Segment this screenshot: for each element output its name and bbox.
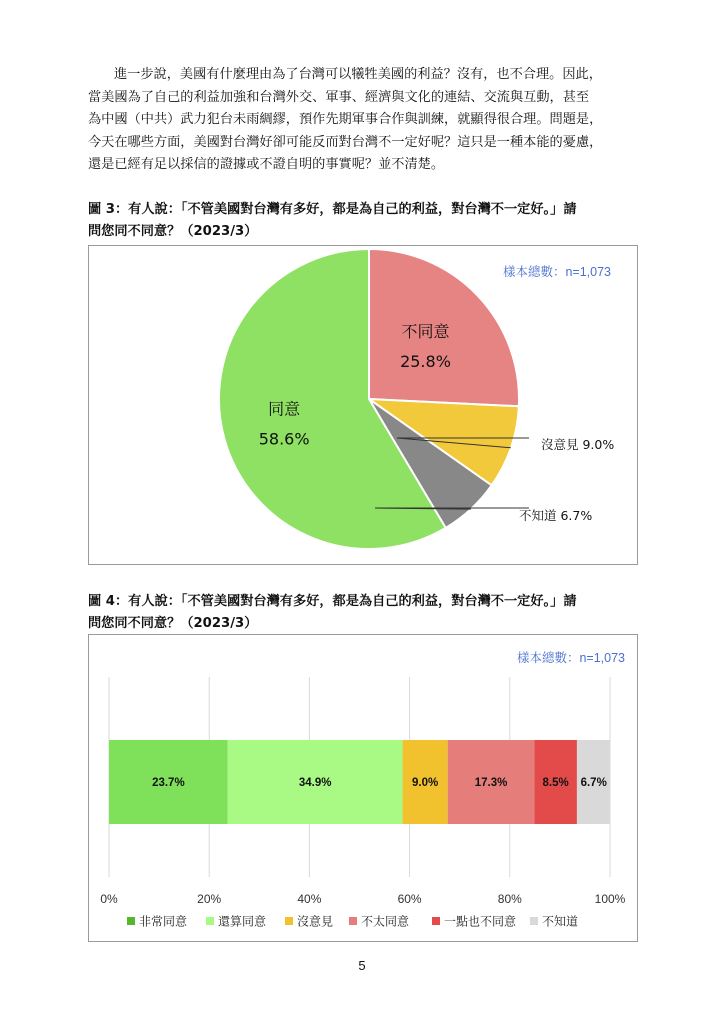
legend-swatch (127, 917, 135, 925)
legend-swatch (349, 917, 357, 925)
paragraph-line: 還是已經有足以採信的證據或不證自明的事實呢？並不清楚。 (88, 157, 445, 173)
x-tick-label: 80% (497, 892, 522, 906)
pie-category-label: 不同意 (401, 322, 450, 342)
paragraph-line: 當美國為了自己的利益加強和台灣外交、軍事、經濟與文化的連結、交流與互動，甚至 (88, 89, 590, 105)
legend-label: 不知道 (542, 914, 579, 929)
legend-swatch (206, 917, 214, 925)
x-tick-label: 20% (197, 892, 222, 906)
figure4-caption-line2: 問您同不同意？（2023/3） (88, 616, 258, 631)
bar-value-label: 34.9% (298, 777, 332, 789)
figure4-caption-line1: 圖 4：有人說：「不管美國對台灣有多好，都是為自己的利益，對台灣不一定好。」請 (88, 594, 577, 609)
figure4-chart (88, 634, 638, 942)
pie-outer-label: 沒意見 9.0% (541, 437, 615, 452)
page-number: 5 (358, 958, 366, 973)
figure3-caption-line2: 問您同不同意？（2023/3） (88, 224, 258, 239)
figure3-chart (88, 245, 638, 565)
pie-category-label: 同意 (268, 399, 301, 419)
body-paragraph (88, 64, 644, 177)
pie-value-label: 25.8% (400, 352, 451, 372)
x-tick-label: 40% (297, 892, 322, 906)
legend-swatch (285, 917, 293, 925)
legend-label: 非常同意 (139, 914, 188, 929)
x-tick-label: 0% (100, 892, 118, 906)
legend-label: 不太同意 (361, 914, 410, 929)
sample-size-label: 樣本總數：n=1,073 (502, 265, 611, 279)
pie-outer-label: 不知道 6.7% (519, 508, 593, 523)
legend-swatch (530, 917, 538, 925)
bar-value-label: 9.0% (412, 777, 439, 789)
legend-label: 沒意見 (297, 914, 334, 929)
stacked-bar-chart-svg (89, 635, 637, 941)
x-tick-label: 100% (594, 892, 626, 906)
figure3-caption-line1: 圖 3：有人說：「不管美國對台灣有多好，都是為自己的利益，對台灣不一定好。」請 (88, 202, 577, 217)
pie-value-label: 58.6% (258, 429, 310, 449)
legend-label: 一點也不同意 (444, 914, 517, 929)
x-tick-label: 60% (397, 892, 422, 906)
paragraph-line: 進一步說，美國有什麼理由為了台灣可以犧牲美國的利益？沒有，也不合理。因此， (114, 67, 602, 82)
bar-value-label: 17.3% (474, 777, 508, 789)
bar-value-label: 6.7% (580, 777, 607, 789)
bar-value-label: 23.7% (152, 777, 185, 789)
legend-label: 還算同意 (218, 914, 267, 929)
legend-swatch (432, 917, 440, 925)
pie-chart-svg (89, 246, 637, 564)
sample-size-label: 樣本總數：n=1,073 (516, 651, 625, 665)
bar-value-label: 8.5% (542, 777, 569, 789)
figure4-caption (88, 591, 648, 635)
paragraph-line: 為中國（中共）武力犯台未雨綢繆，預作先期軍事合作與訓練，就顯得很合理。問題是， (88, 112, 603, 128)
figure3-caption (88, 199, 648, 243)
paragraph-line: 今天在哪些方面，美國對台灣好卻可能反而對台灣不一定好呢？這只是一種本能的憂慮， (88, 134, 603, 150)
